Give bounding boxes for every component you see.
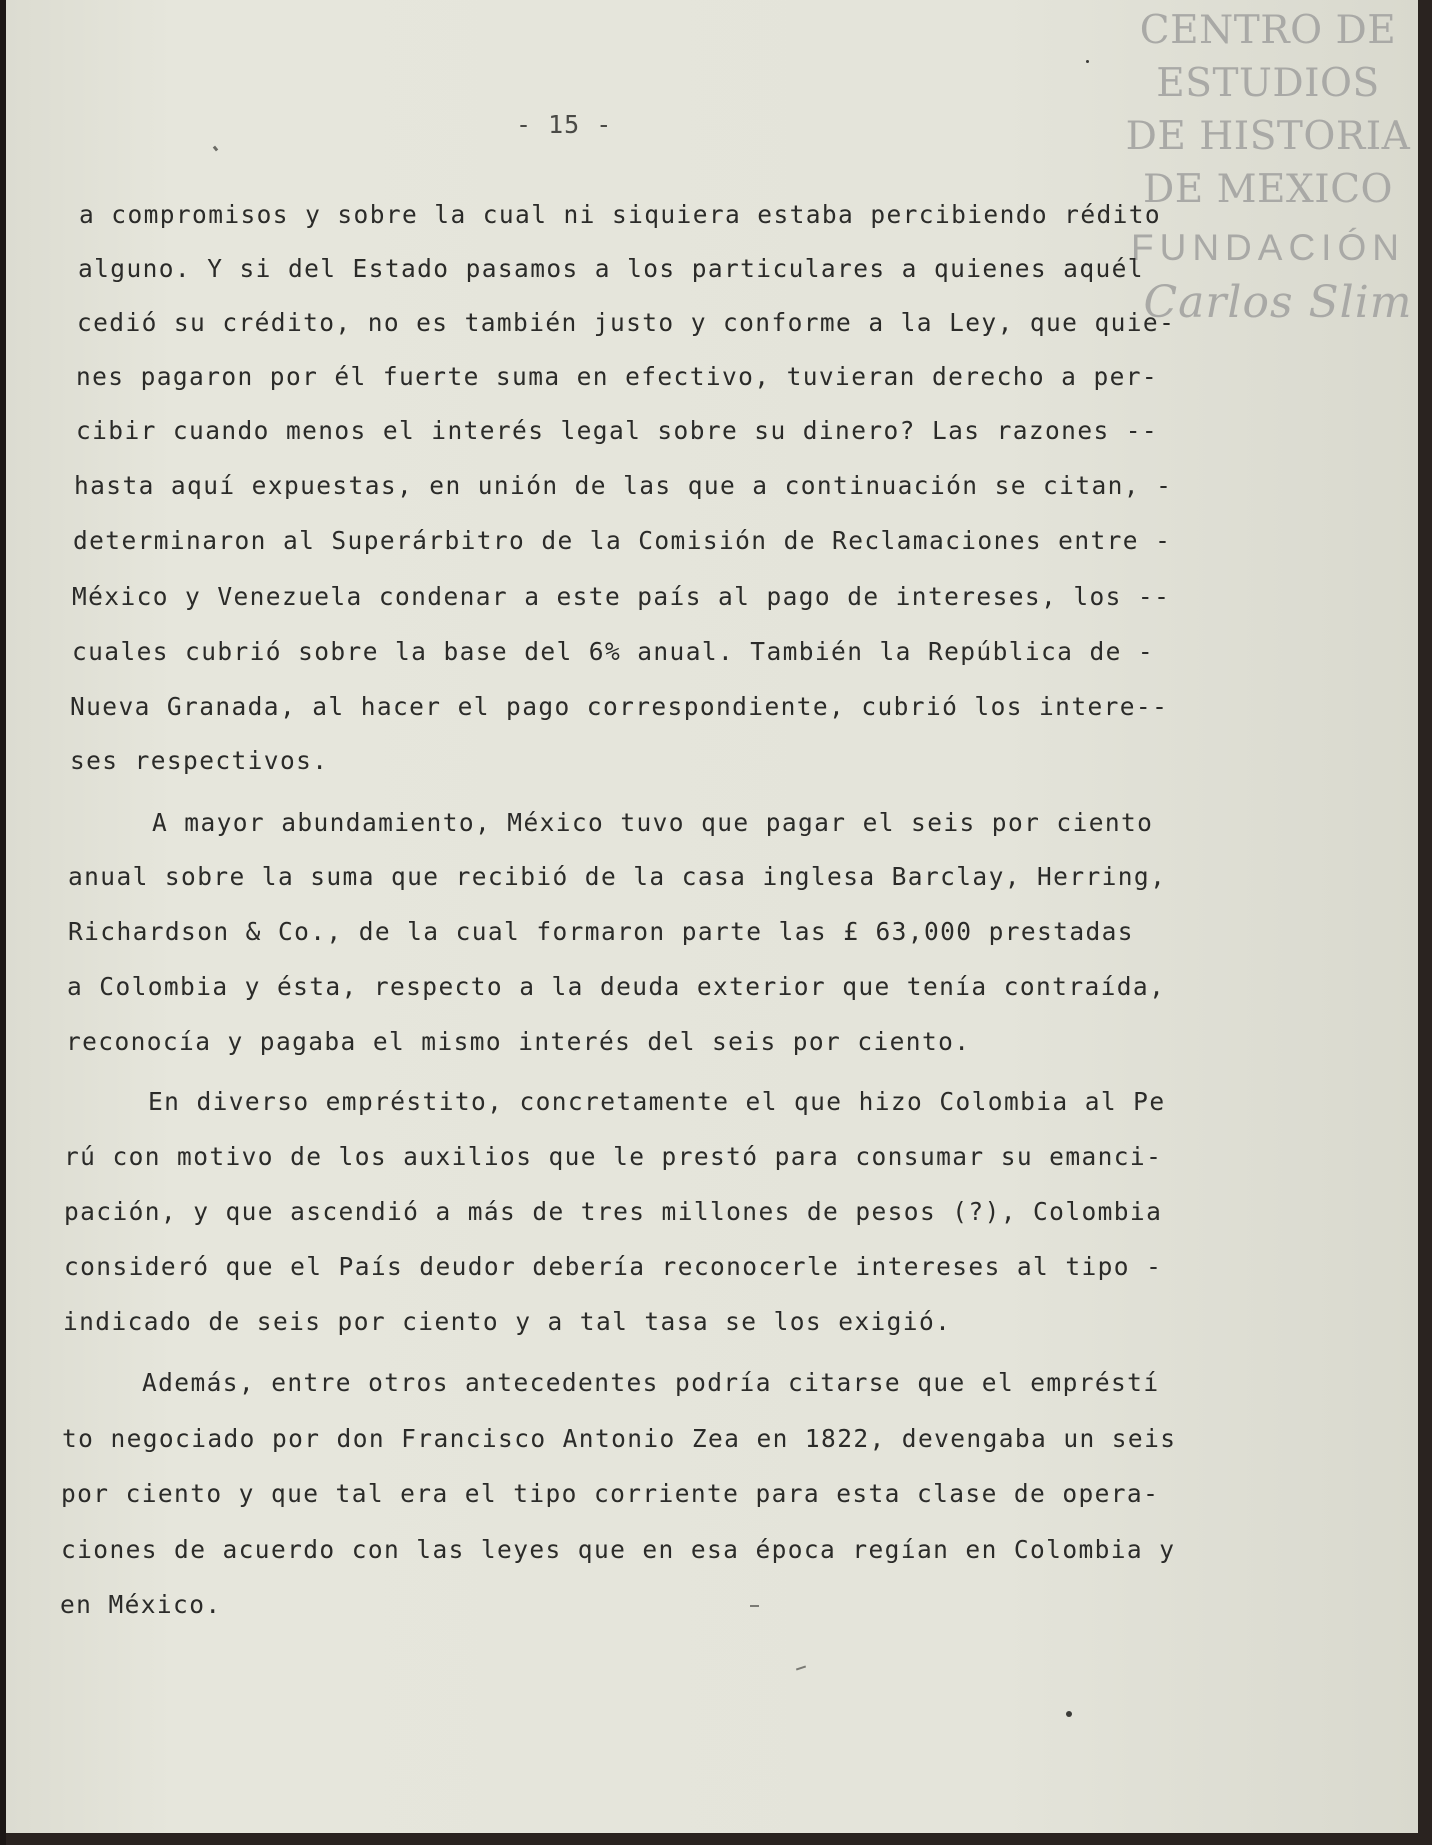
text-line: Nueva Granada, al hacer el pago correspondiente, cubrió los intere-- <box>70 692 1169 721</box>
text-line: determinaron al Superárbitro de la Comisión de Reclamaciones entre - <box>73 526 1172 555</box>
text-line: por ciento y que tal era el tipo corriente para esta clase de opera- <box>61 1479 1160 1508</box>
page-number: - 15 - <box>516 110 613 139</box>
text-line: México y Venezuela condenar a este país al pago de intereses, los -- <box>72 582 1171 611</box>
scan-mark <box>750 1605 759 1607</box>
text-line: alguno. Y si del Estado pasamos a los particulares a quienes aquél <box>78 254 1144 283</box>
text-line: ses respectivos. <box>70 746 329 775</box>
text-line: ciones de acuerdo con las leyes que en esa época regían en Colombia y <box>61 1535 1176 1564</box>
scan-mark <box>796 1666 806 1671</box>
text-line: A mayor abundamiento, México tuvo que pagar el seis por ciento <box>152 808 1154 837</box>
text-line: cibir cuando menos el interés legal sobre su dinero? Las razones -- <box>76 416 1159 445</box>
text-line: indicado de seis por ciento y a tal tasa se los exigió. <box>63 1307 952 1336</box>
text-line: hasta aquí expuestas, en unión de las que a continuación se citan, - <box>74 471 1173 500</box>
watermark <box>1118 4 1418 328</box>
scan-mark <box>1086 60 1089 63</box>
text-line: Richardson & Co., de la cual formaron parte las £ 63,000 prestadas <box>68 917 1134 946</box>
text-line: en México. <box>60 1590 222 1619</box>
text-line: Además, entre otros antecedentes podría citarse que el empréstí <box>142 1368 1160 1397</box>
watermark-line: CENTRO DE <box>1139 8 1397 53</box>
text-line: a compromisos y sobre la cual ni siquiera estaba percibiendo rédito <box>79 200 1162 229</box>
text-line: reconocía y pagaba el mismo interés del seis por ciento. <box>66 1027 971 1056</box>
text-line: cedió su crédito, no es también justo y conforme a la Ley, que quie- <box>77 308 1176 337</box>
watermark-line: DE MEXICO <box>1142 167 1394 212</box>
text-line: pación, y que ascendió a más de tres millones de pesos (?), Colombia <box>64 1197 1163 1226</box>
scan-mark <box>1066 1711 1072 1717</box>
text-line: nes pagaron por él fuerte suma en efectivo, tuvieran derecho a per- <box>76 362 1159 391</box>
watermark-signature: Carlos Slim <box>1143 277 1413 328</box>
watermark-line: ESTUDIOS <box>1156 61 1380 106</box>
text-line: rú con motivo de los auxilios que le prestó para consumar su emanci- <box>64 1142 1163 1171</box>
text-line: cuales cubrió sobre la base del 6% anual. También la República de - <box>72 637 1155 666</box>
document-page <box>6 0 1418 1833</box>
text-line: a Colombia y ésta, respecto a la deuda exterior que tenía contraída, <box>67 972 1166 1001</box>
text-line: consideró que el País deudor debería reconocerle intereses al tipo - <box>64 1252 1163 1281</box>
watermark-line: DE HISTORIA <box>1125 114 1411 159</box>
watermark-foundation: FUNDACIÓN <box>1131 227 1405 268</box>
scan-mark <box>213 146 219 152</box>
text-line: to negociado por don Francisco Antonio Zea en 1822, devengaba un seis <box>62 1424 1177 1453</box>
text-line: En diverso empréstito, concretamente el que hizo Colombia al Pe <box>148 1087 1166 1116</box>
text-line: anual sobre la suma que recibió de la casa inglesa Barclay, Herring, <box>68 862 1167 891</box>
